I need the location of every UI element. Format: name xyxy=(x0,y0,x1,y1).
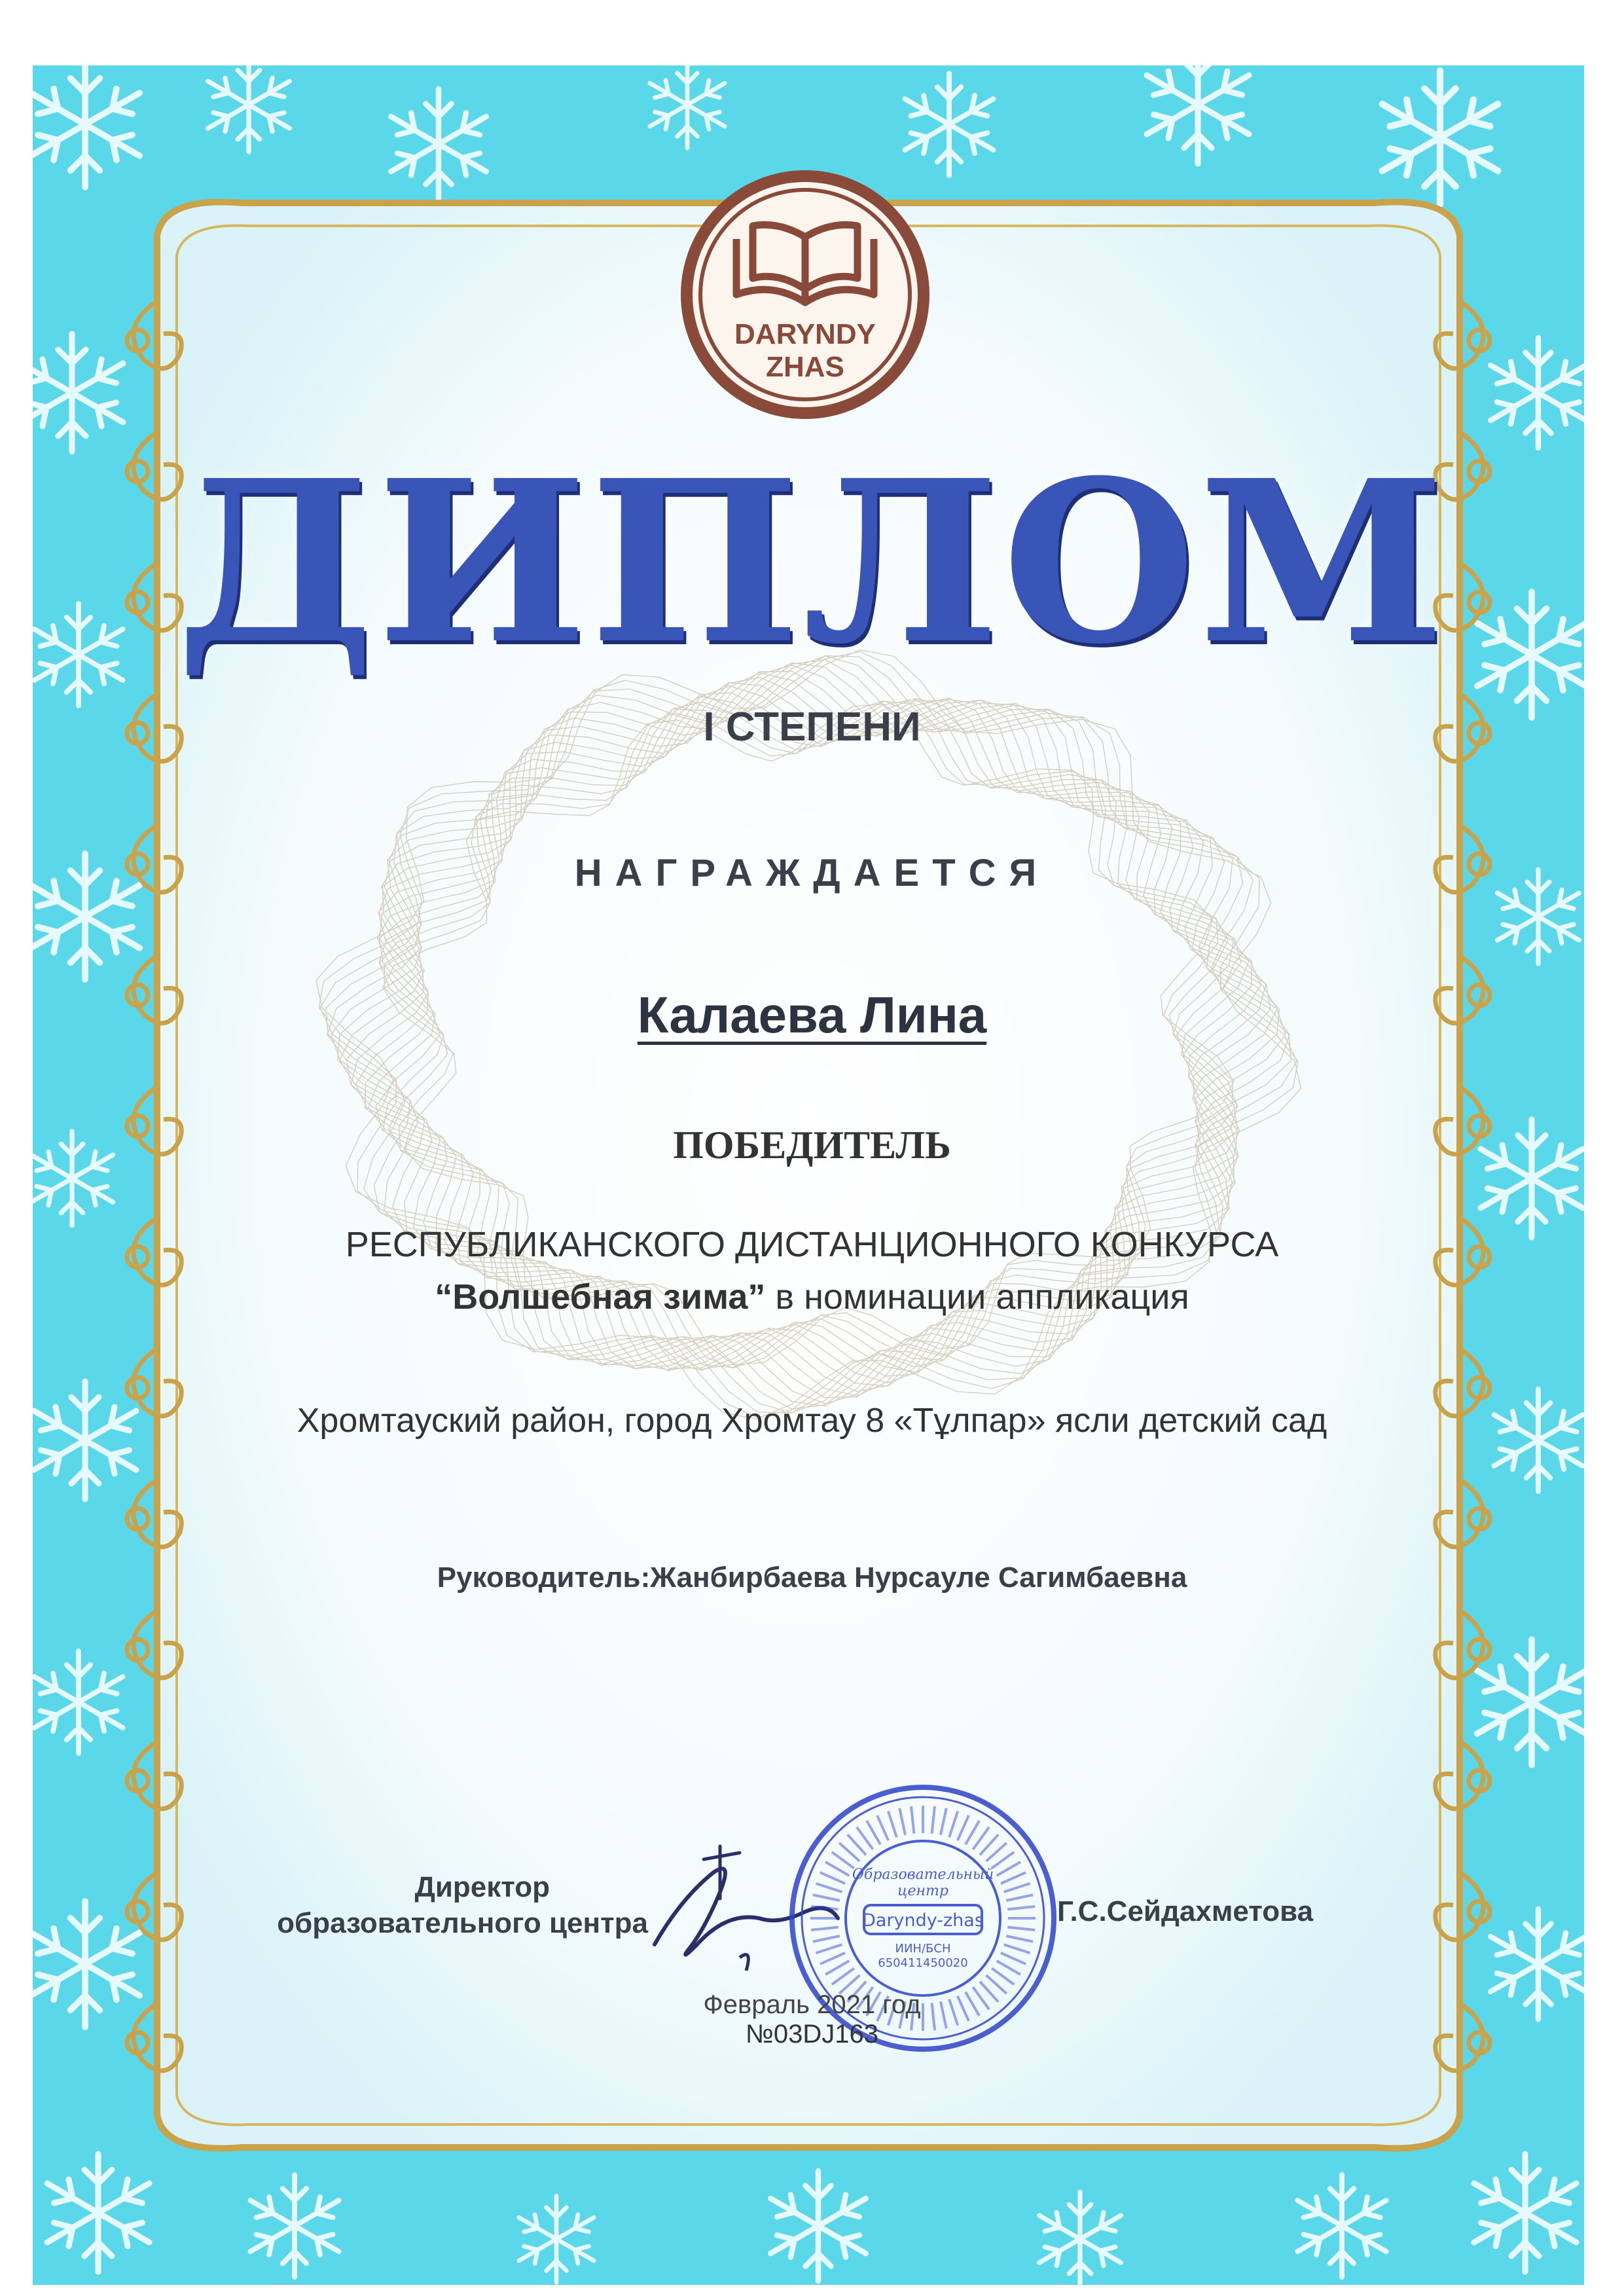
svg-text:Daryndy-zhas: Daryndy-zhas xyxy=(862,1910,984,1931)
issue-date: Февраль 2021 год xyxy=(703,1990,921,2019)
winner-status: ПОБЕДИТЕЛЬ xyxy=(673,1123,951,1167)
svg-text:ИИН/БСН: ИИН/БСН xyxy=(895,1942,951,1956)
logo-line1: DARYNDY xyxy=(734,318,876,350)
svg-text:Образовательный: Образовательный xyxy=(852,1867,994,1883)
recipient-name-wrapper xyxy=(0,985,1624,1045)
degree-label: I СТЕПЕНИ xyxy=(703,704,921,750)
nomination: в номинации аппликация xyxy=(765,1277,1189,1317)
logo-line2: ZHAS xyxy=(766,351,844,383)
school-location: Хромтауский район, город Хромтау 8 «Тұлпар» ясли детский сад xyxy=(297,1402,1327,1440)
contest-name-line xyxy=(0,1277,1624,1317)
daryndy-zhas-logo xyxy=(674,164,936,426)
supervisor-line: Руководитель:Жанбирбаева Нурсауле Сагимбаевна xyxy=(437,1561,1187,1594)
director-title xyxy=(242,1869,648,1941)
recipient-name: Калаева Лина xyxy=(637,986,987,1044)
director-line2: образовательного центра xyxy=(277,1907,648,1939)
signer-name: Г.С.Сейдахметова xyxy=(1057,1895,1314,1927)
awarded-label: НАГРАЖДАЕТСЯ xyxy=(574,852,1050,894)
contest-title: РЕСПУБЛИКАНСКОГО ДИСТАНЦИОННОГО КОНКУРСА xyxy=(345,1225,1279,1264)
diploma-number: №03DJ163 xyxy=(745,2020,879,2049)
contest-name: “Волшебная зима” xyxy=(435,1277,766,1317)
director-line1: Директор xyxy=(414,1871,550,1903)
svg-text:650411450020: 650411450020 xyxy=(878,1956,968,1970)
diploma-title: ДИПЛОМ xyxy=(176,432,1448,693)
svg-text:центр: центр xyxy=(897,1883,948,1899)
